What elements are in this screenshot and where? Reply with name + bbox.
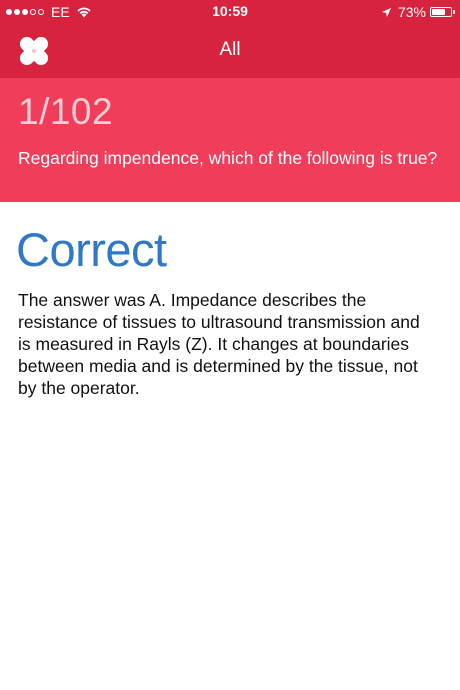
question-counter: 1/102 (18, 91, 114, 132)
answer-explanation: The answer was A. Impedance describes the resistance of tissues to ultrasound transmission and is measured in Rayls (Z). It changes at boundaries between media and is determined by the tissue, not by the operator. (18, 290, 420, 398)
battery-percentage: 73% (397, 4, 426, 20)
carrier-label: EE (51, 4, 70, 20)
question-panel (0, 78, 460, 202)
nav-title: All (219, 39, 241, 60)
status-bar (0, 0, 460, 24)
question-text: Regarding impendence, which of the following is true? (18, 148, 438, 168)
status-time: 10:59 (212, 3, 248, 19)
status-right (381, 3, 452, 21)
battery-cap (453, 10, 455, 14)
navigation-bar (0, 24, 460, 78)
result-title: Correct (16, 223, 167, 276)
battery-icon (430, 7, 452, 17)
top-bar (0, 0, 460, 78)
battery-level-fill (432, 9, 445, 15)
location-icon (381, 7, 392, 18)
